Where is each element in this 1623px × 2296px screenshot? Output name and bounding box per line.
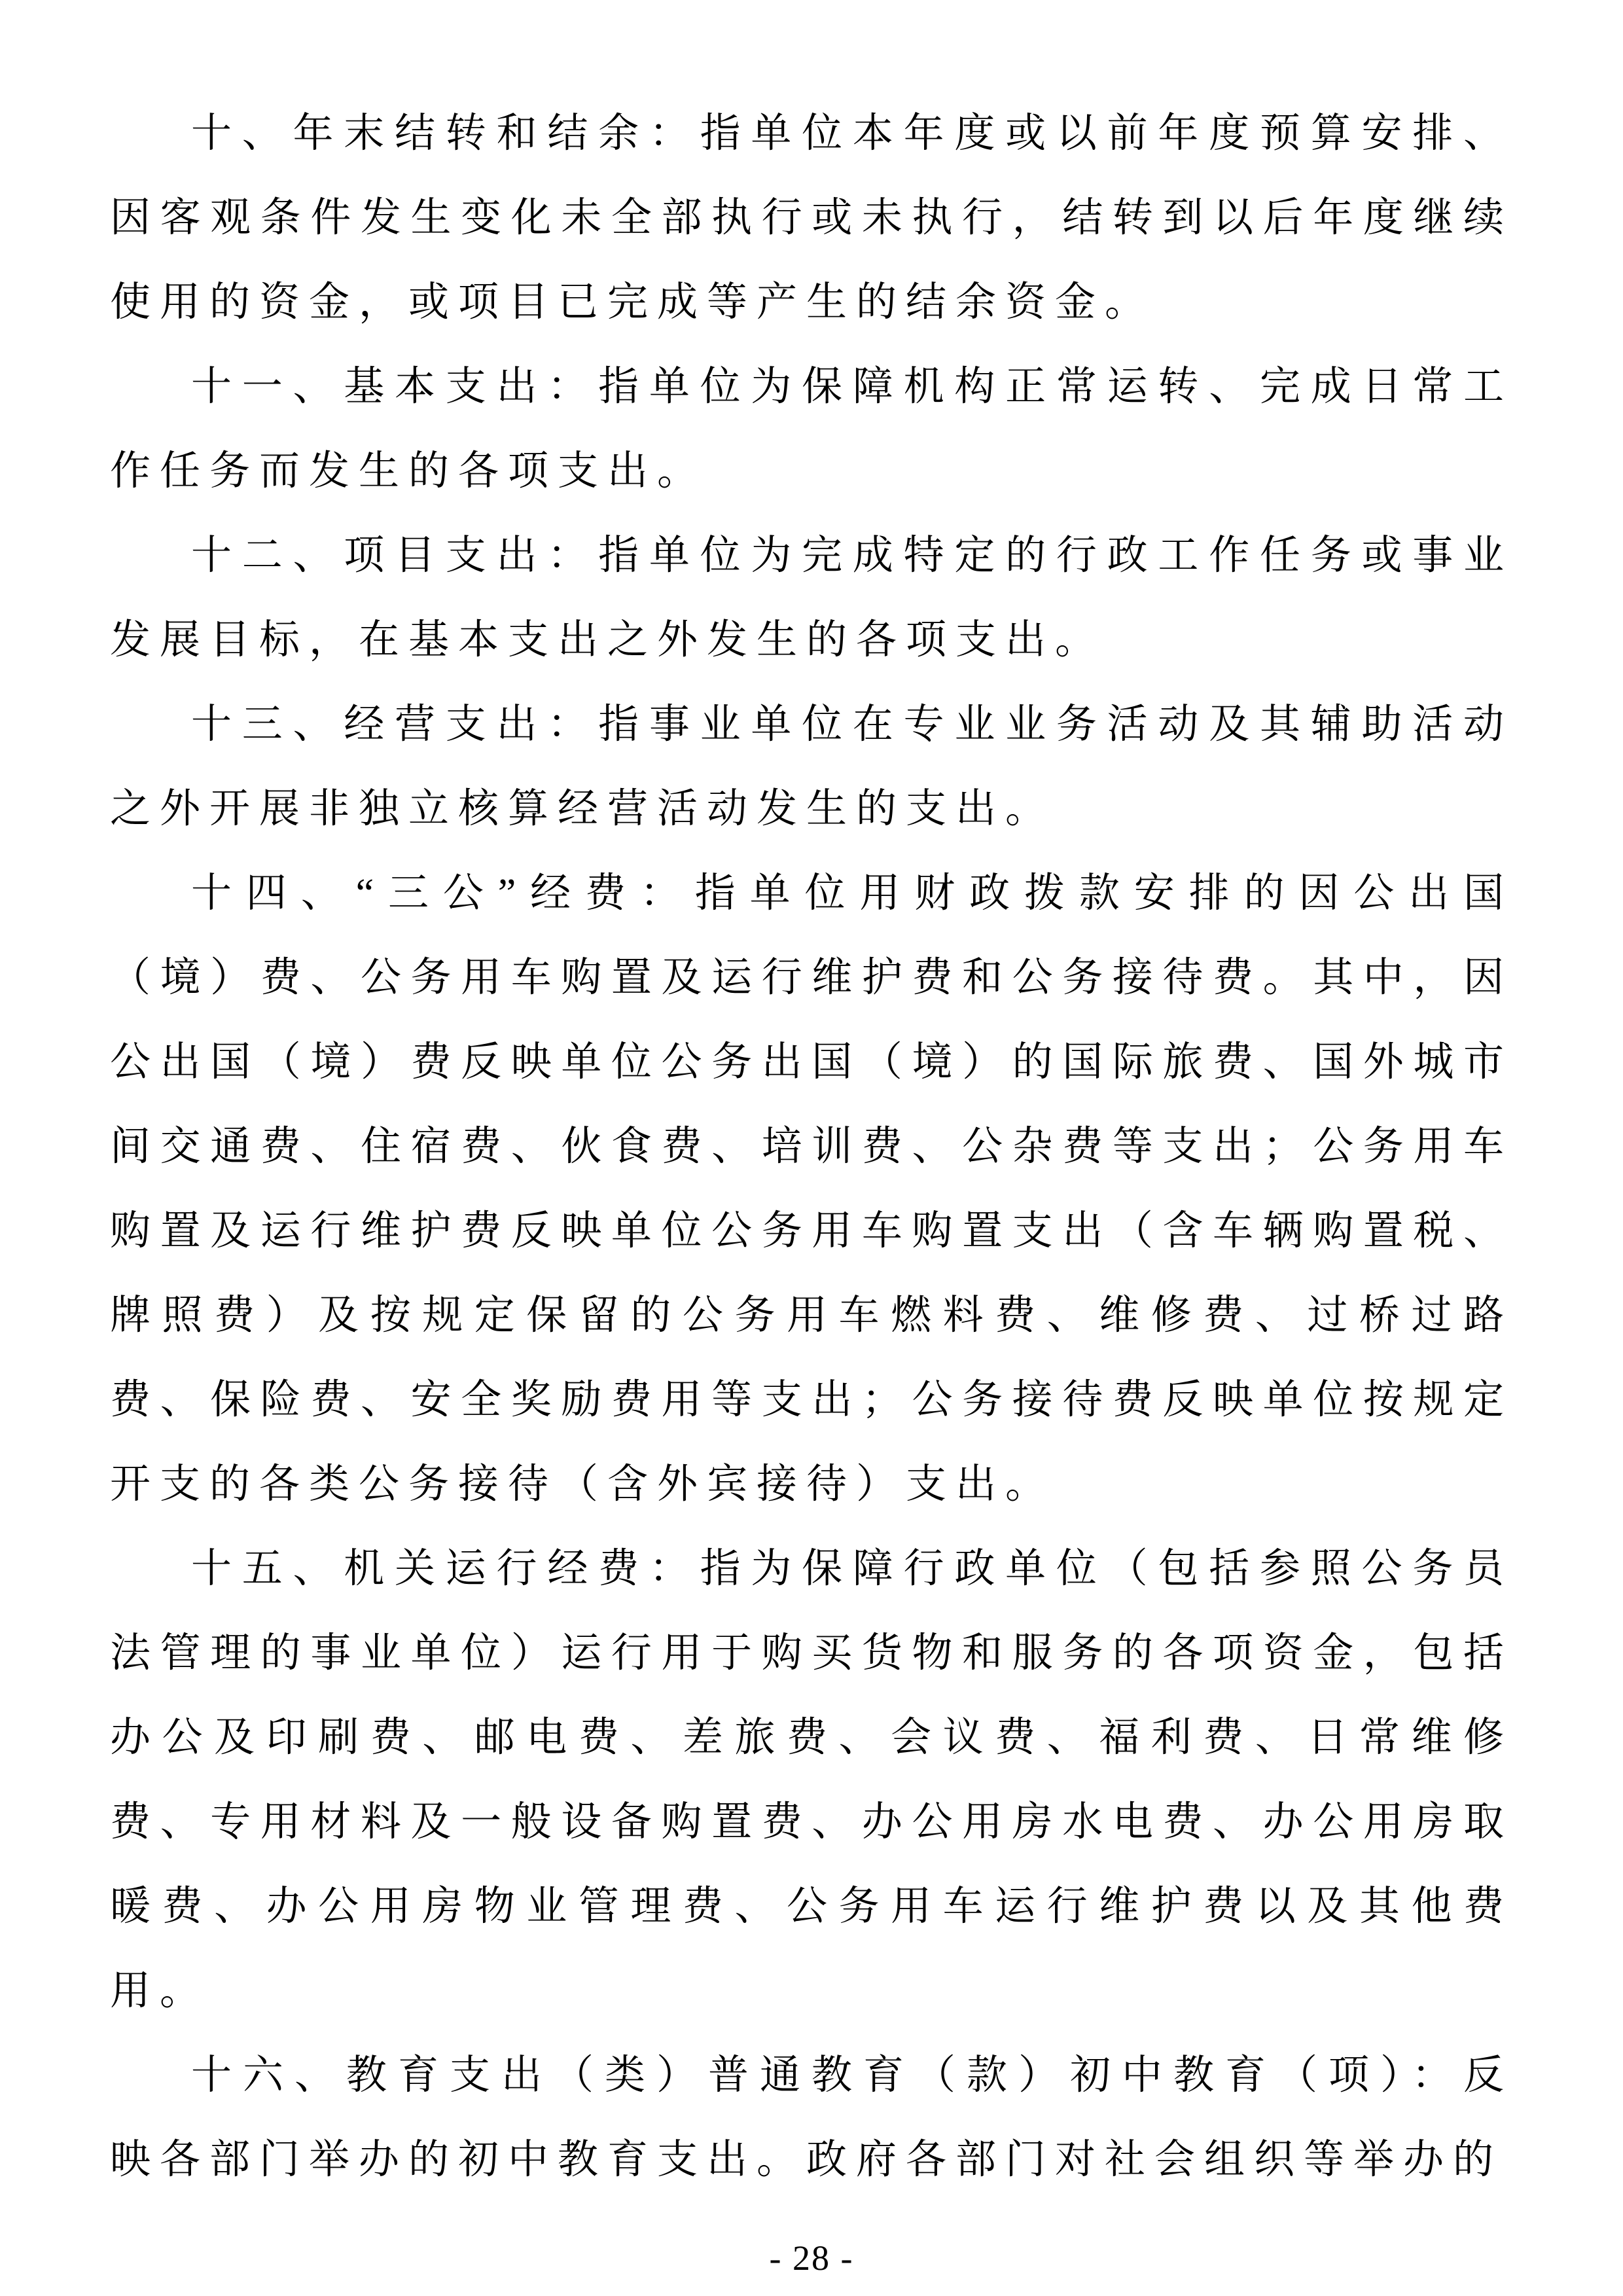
document-body (110, 92, 1513, 2202)
page-number: - 28 - (769, 2238, 854, 2278)
paragraph-item-11: 十一、基本支出：指单位为保障机构正常运转、完成日常工作任务而发生的各项支出。 (110, 365, 1513, 493)
paragraph-item-12: 十二、项目支出：指单位为完成特定的行政工作任务或事业发展目标，在基本支出之外发生的各项支出。 (110, 533, 1513, 662)
paragraph-item-10: 十、年末结转和结余：指单位本年度或以前年度预算安排、因客观条件发生变化未全部执行或未执行，结转到以后年度继续使用的资金，或项目已完成等产生的结余资金。 (110, 111, 1513, 325)
paragraph-item-13: 十三、经营支出：指事业单位在专业业务活动及其辅助活动之外开展非独立核算经营活动发生的支出。 (110, 702, 1513, 831)
paragraph-item-14: 十四、“三公”经费：指单位用财政拨款安排的因公出国（境）费、公务用车购置及运行维护费和公务接待费。其中，因公出国（境）费反映单位公务出国（境）的国际旅费、国外城市间交通费、住宿费、伙食费、培训费、公杂费等支出；公务用车购置及运行维护费反映单位公务用车购置支出（含车辆购置税、牌照费）及按规定保留的公务用车燃料费、维修费、过桥过路费、保险费、安全奖励费用等支出；公务接待费反映单位按规定开支的各类公务接待（含外宾接待）支出。 (110, 871, 1513, 1507)
paragraph-item-16: 十六、教育支出（类）普通教育（款）初中教育（项）：反映各部门举办的初中教育支出。政府各部门对社会组织等举办的 (110, 2053, 1513, 2182)
paragraph-item-15: 十五、机关运行经费：指为保障行政单位（包括参照公务员法管理的事业单位）运行用于购买货物和服务的各项资金，包括办公及印刷费、邮电费、差旅费、会议费、福利费、日常维修费、专用材料及一般设备购置费、办公用房水电费、办公用房取暖费、办公用房物业管理费、公务用车运行维护费以及其他费用。 (110, 1547, 1513, 2013)
